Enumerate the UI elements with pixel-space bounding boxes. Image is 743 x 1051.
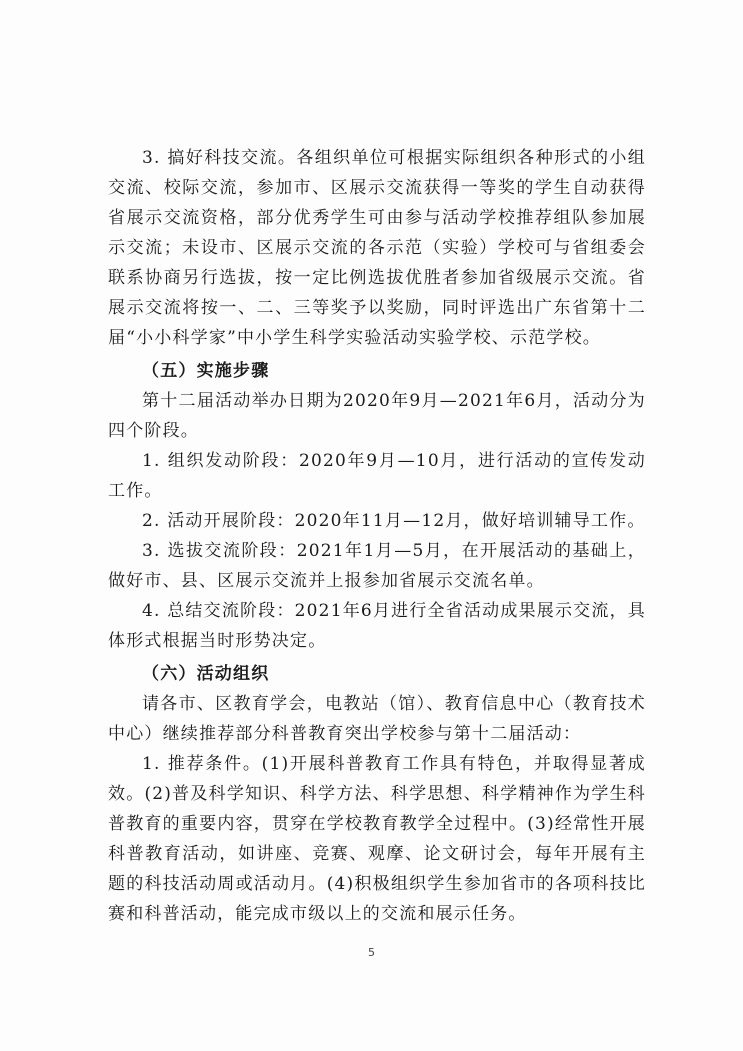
paragraph-activity-dates: 第十二届活动举办日期为2020年9月—2021年6月，活动分为四个阶段。 [108, 391, 646, 441]
paragraph-stage-4: 4. 总结交流阶段：2021年6月进行全省活动成果展示交流，具体形式根据当时形势决定。 [108, 601, 646, 651]
section-heading-activity-organization: （六）活动组织 [142, 664, 270, 684]
section-heading-implementation-steps: （五）实施步骤 [142, 361, 270, 381]
paragraph-tech-exchange: 3. 搞好科技交流。各组织单位可根据实际组织各种形式的小组交流、校际交流，参加市、区展示交流获得一等奖的学生自动获得省展示交流资格，部分优秀学生可由参与活动学校推荐组队参加展示交流；未设市、区展示交流的各示范（实验）学校可与省组委会联系协商另行选拔，按一定比例选拔优胜者参加省级展示交流。省展示交流将按一、二、三等奖予以奖励，同时评选出广东省第十二届“小小科学家”中小学生科学实验活动实验学校、示范学校。 [108, 148, 646, 348]
page-number: 5 [368, 946, 375, 959]
paragraph-recommendation-criteria: 1. 推荐条件。(1)开展科普教育工作具有特色，并取得显著成效。(2)普及科学知识、科学方法、科学思想、科学精神作为学生科普教育的重要内容，贯穿在学校教育教学全过程中。(3)经常性开展科普教育活动，如讲座、竞赛、观摩、论文研讨会，每年开展有主题的科技活动周或活动月。(4)积极组织学生参加省市的各项科技比赛和科普活动，能完成市级以上的交流和展示任务。 [108, 754, 646, 924]
document-body [108, 143, 646, 929]
paragraph-organization-intro: 请各市、区教育学会，电教站（馆）、教育信息中心（教育技术中心）继续推荐部分科普教育突出学校参与第十二届活动： [108, 694, 646, 744]
paragraph-stage-1: 1. 组织发动阶段：2020年9月—10月，进行活动的宣传发动工作。 [108, 451, 646, 501]
paragraph-stage-3: 3. 选拔交流阶段：2021年1月—5月，在开展活动的基础上，做好市、县、区展示交流并上报参加省展示交流名单。 [108, 541, 646, 591]
paragraph-stage-2: 2. 活动开展阶段：2020年11月—12月，做好培训辅导工作。 [142, 511, 646, 531]
